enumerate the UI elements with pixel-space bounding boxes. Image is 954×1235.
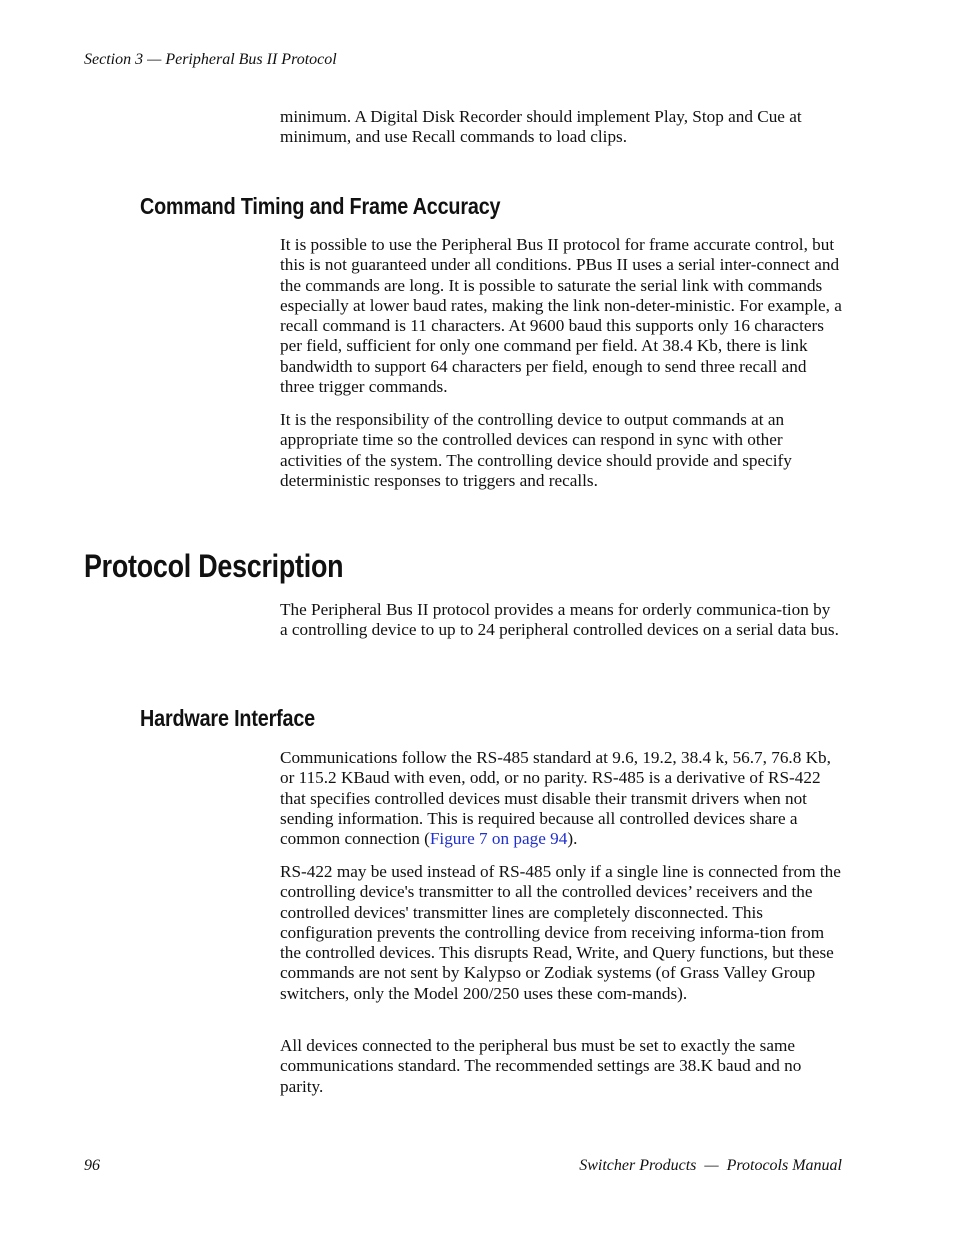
heading-hardware-interface: Hardware Interface: [140, 705, 316, 731]
manual-title: Switcher Products — Protocols Manual: [579, 1157, 842, 1174]
running-header: Section 3 — Peripheral Bus II Protocol: [84, 51, 337, 68]
protocol-description-paragraph: The Peripheral Bus II protocol provides a means for orderly communica-tion by a controlling device to up to 24 peripheral controlled devices on a serial data bus.: [280, 600, 839, 640]
page-number: 96: [84, 1157, 100, 1174]
hardware-p1-tail: ).: [567, 829, 578, 849]
heading-protocol-description: Protocol Description: [84, 548, 344, 584]
hardware-interface-paragraph-1: [280, 748, 842, 849]
command-timing-paragraph-1: It is possible to use the Peripheral Bus II protocol for frame accurate control, but this is not guaranteed under all conditions. PBus II uses a serial inter-connect and the commands are long. It is possible to saturate the serial link with commands especially at lower baud rates, making the link non-deter-ministic. For example, a recall command is 11 characters. At 9600 baud this supports only 16 characters per field, sufficient for only one command per field. At 38.4 Kb, there is link bandwidth to support 64 characters per field, enough to send three recall and three trigger commands.: [280, 235, 842, 397]
hardware-p1-text: Communications follow the RS-485 standard at 9.6, 19.2, 38.4 k, 56.7, 76.8 Kb, or 115.2 KBaud with even, odd, or no parity. RS-485 is a derivative of RS-422 that specifies controlled devices must disable their transmit drivers when not sending information. This is required because all controlled devices share a common connection (: [280, 748, 831, 849]
intro-paragraph: minimum. A Digital Disk Recorder should implement Play, Stop and Cue at minimum, and use Recall commands to load clips.: [280, 107, 802, 147]
figure-7-link[interactable]: Figure 7 on page 94: [429, 829, 568, 849]
command-timing-paragraph-2: It is the responsibility of the controlling device to output commands at an appropriate time so the controlled devices can respond in sync with other activities of the system. The controlling device should provide and specify deterministic responses to triggers and recalls.: [280, 410, 792, 490]
hardware-interface-paragraph-2: RS-422 may be used instead of RS-485 only if a single line is connected from the controlling device's transmitter to all the controlled devices’ receivers and the controlled devices' transmitter lines are completely disconnected. This configuration prevents the controlling device from receiving informa-tion from the controlled devices. This disrupts Read, Write, and Query functions, but these commands are not sent by Kalypso or Zodiak systems (of Grass Valley Group switchers, only the Model 200/250 uses these com-mands).: [280, 862, 841, 1003]
hardware-interface-paragraph-3: All devices connected to the peripheral bus must be set to exactly the same communications standard. The recommended settings are 38.K baud and no parity.: [280, 1036, 802, 1096]
heading-command-timing: Command Timing and Frame Accuracy: [140, 193, 501, 219]
